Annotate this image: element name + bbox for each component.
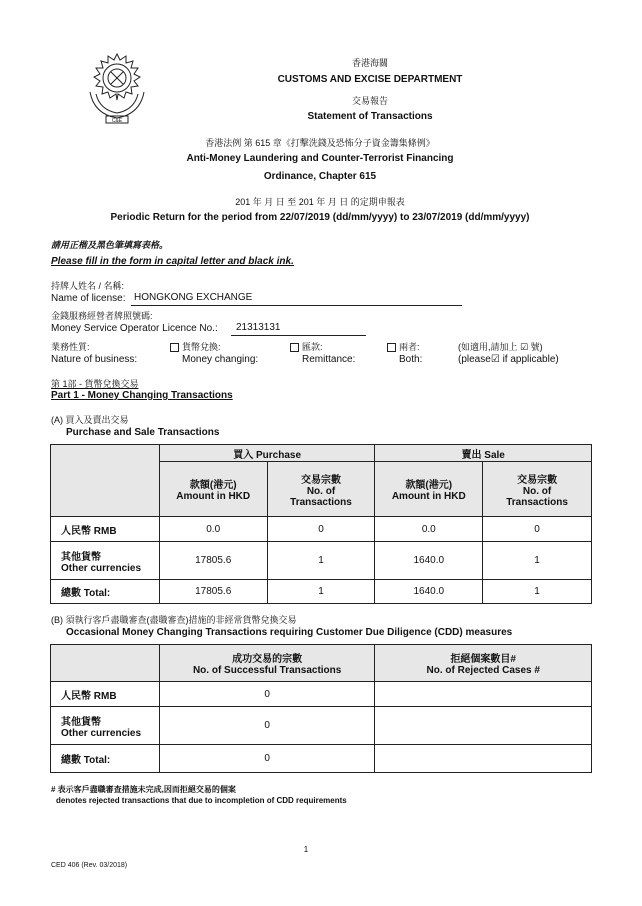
cdd-table [50,644,592,773]
purchase-amount-header: 款額(港元) Amount in HKD [159,462,267,517]
row-label-other: 其他貨幣 Other currencies [51,707,160,745]
both-checkbox[interactable] [387,343,396,352]
sale-header: 賣出 Sale [375,445,592,462]
section-b-title-en: Occasional Money Changing Transactions requiring Customer Due Diligence (CDD) measures [66,627,513,638]
licensee-name-underline [131,305,462,306]
dept-name-zh: 香港海關 [351,58,388,68]
successful-cell[interactable]: 0 [159,745,375,773]
money-changing-option-zh[interactable]: 貨幣兌換: [170,340,221,353]
table-a-corner [51,445,160,517]
remittance-label-en: Remittance: [302,354,356,365]
table-row [51,580,592,604]
rejected-cell[interactable] [375,745,592,773]
sale-count-cell[interactable]: 1 [483,542,592,580]
remittance-option-zh[interactable]: 匯款: [290,340,323,353]
period-zh: 201 年 月 日 至 201 年 月 日 的定期申報表 [235,197,405,207]
purchase-header: 買入 Purchase [159,445,375,462]
licence-no-value[interactable]: 21313131 [236,322,281,333]
purchase-count-header: 交易宗數 No. of Transactions [267,462,375,517]
purchase-amount-cell[interactable]: 0.0 [159,517,267,542]
licence-no-label-zh: 金錢服務經營者牌照號碼: [51,311,153,321]
check-mark-icon: ☑ [520,342,529,352]
table-row [51,745,592,773]
instruction-zh: 請用正楷及黑色筆填寫表格。 [51,240,169,250]
form-code: CED 406 (Rev. 03/2018) [51,862,128,869]
licence-no-underline [231,335,366,336]
licensee-name-value[interactable]: HONGKONG EXCHANGE [134,292,253,303]
svg-text:C&E: C&E [111,118,123,124]
sale-count-cell[interactable]: 1 [483,580,592,604]
successful-cell[interactable]: 0 [159,682,375,707]
money-changing-checkbox[interactable] [170,343,179,352]
footnote-en: denotes rejected transactions that due to incompletion of CDD requirements [56,796,347,805]
successful-cell[interactable]: 0 [159,707,375,745]
purchase-amount-cell[interactable]: 17805.6 [159,542,267,580]
table-row [51,682,592,707]
both-option-zh[interactable]: 兩者: [387,340,420,353]
footnote-zh: # 表示客戶盡職審查措施未完成,因而拒絕交易的個案 [51,785,236,794]
purchase-count-cell[interactable]: 1 [267,580,375,604]
page-number: 1 [303,845,309,854]
table-b-corner [51,645,160,682]
row-label-other: 其他貨幣 Other currencies [51,542,160,580]
business-label-zh: 業務性質: [51,342,90,352]
money-changing-label-en: Money changing: [182,354,259,365]
period-en: Periodic Return for the period from 22/07/2019 (dd/mm/yyyy) to 23/07/2019 (dd/mm/yyyy) [110,212,530,223]
applicable-note-zh: (如適用,請加上 ☑ 號) [458,342,543,352]
applicable-note-en: (please☑ if applicable) [458,354,559,365]
successful-header: 成功交易的宗數 No. of Successful Transactions [159,645,375,682]
row-label-rmb: 人民幣 RMB [51,517,160,542]
table-row [51,707,592,745]
both-label-en: Both: [399,354,423,365]
dept-name-en: CUSTOMS AND EXCISE DEPARTMENT [277,74,463,85]
remittance-checkbox[interactable] [290,343,299,352]
sale-amount-cell[interactable]: 1640.0 [375,542,483,580]
check-mark-icon: ☑ [490,354,500,365]
purchase-sale-table [50,444,592,604]
section-b-title-zh: (B) 須執行客戶盡職審查(盡職審查)措施的非經常貨幣兌換交易 [51,615,297,625]
licensee-label-en: Name of license: [51,293,126,304]
table-row [51,517,592,542]
rejected-cell[interactable] [375,682,592,707]
sale-amount-header: 款額(港元) Amount in HKD [375,462,483,517]
row-label-total: 總數 Total: [51,745,160,773]
ordinance-title-zh: 香港法例 第 615 章《打擊洗錢及恐怖分子資金籌集條例》 [205,138,435,148]
customs-crest-logo [82,52,152,124]
part1-title-en: Part 1 - Money Changing Transactions [51,390,233,401]
rejected-header: 拒絕個案數目# No. of Rejected Cases # [375,645,592,682]
sale-count-cell[interactable]: 0 [483,517,592,542]
table-row [51,542,592,580]
ordinance-title-en-1: Anti-Money Laundering and Counter-Terrorist Financing [186,153,454,164]
licensee-label-zh: 持牌人姓名 / 名稱: [51,281,125,291]
section-a-title-zh: (A) 買入及賣出交易 [51,415,129,425]
purchase-count-cell[interactable]: 0 [267,517,375,542]
row-label-total: 總數 Total: [51,580,160,604]
statement-title-zh: 交易報告 [351,96,388,106]
instruction-en: Please fill in the form in capital letter and black ink. [51,256,294,267]
part1-title-zh: 第 1部 - 貨幣兌換交易 [51,379,139,389]
licence-no-label-en: Money Service Operator Licence No.: [51,323,218,334]
rejected-cell[interactable] [375,707,592,745]
sale-count-header: 交易宗數 No. of Transactions [483,462,592,517]
purchase-amount-cell[interactable]: 17805.6 [159,580,267,604]
sale-amount-cell[interactable]: 1640.0 [375,580,483,604]
row-label-rmb: 人民幣 RMB [51,682,160,707]
statement-title-en: Statement of Transactions [307,111,433,122]
purchase-count-cell[interactable]: 1 [267,542,375,580]
business-label-en: Nature of business: [51,354,138,365]
section-a-title-en: Purchase and Sale Transactions [66,427,220,438]
sale-amount-cell[interactable]: 0.0 [375,517,483,542]
ordinance-title-en-2: Ordinance, Chapter 615 [263,171,377,182]
